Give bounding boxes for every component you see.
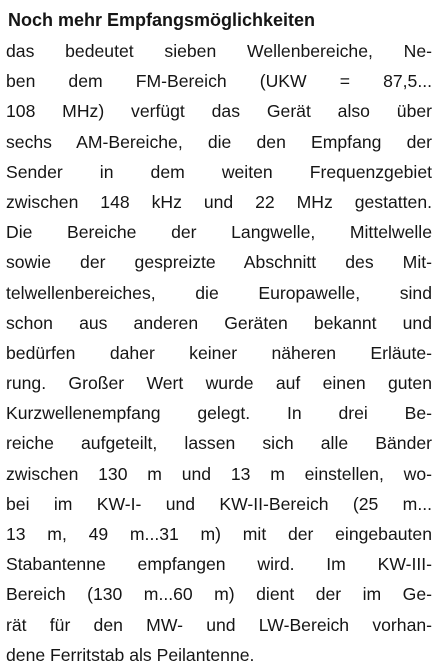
text-line: 13 m, 49 m...31 m) mit der eingebauten [6,524,432,544]
text-line: schon aus anderen Geräten bekannt und [6,312,432,333]
body-paragraph [6,36,432,670]
text-line: rung. Großer Wert wurde auf einen guten [6,373,432,394]
text-line: zwischen 148 kHz und 22 MHz gestatten. [6,191,432,212]
text-line: das bedeutet sieben Wellenbereiche, Ne- [6,41,432,61]
text-line: dene Ferritstab als Peilantenne. [6,644,255,665]
text-line: 108 MHz) verfügt das Gerät also über [6,101,432,122]
text-line: Bereich (130 m...60 m) dient der im Ge- [6,584,432,605]
text-line: Die Bereiche der Langwelle, Mittelwelle [6,222,432,243]
text-line: Stabantenne empfangen wird. Im KW-III- [6,554,432,575]
text-line: ben dem FM-Bereich (UKW = 87,5... [6,71,432,92]
text-line: Sender in dem weiten Frequenzgebiet [6,161,432,182]
text-line: reiche aufgeteilt, lassen sich alle Bänder [6,433,432,454]
text-line: bei im KW-I- und KW-II-Bereich (25 m... [6,493,432,514]
section-heading: Noch mehr Empfangsmöglichkeiten [8,10,316,30]
text-line: rät für den MW- und LW-Bereich vorhan- [6,614,432,635]
text-line: bedürfen daher keiner näheren Erläute- [6,342,432,363]
text-line: zwischen 130 m und 13 m einstellen, wo- [6,463,432,484]
text-line: telwellenbereiches, die Europawelle, sind [6,282,432,303]
text-line: sechs AM-Bereiche, die den Empfang der [6,131,432,152]
text-line: Kurzwellenempfang gelegt. In drei Be- [6,403,432,424]
text-line: sowie der gespreizte Abschnitt des Mit- [6,252,432,273]
